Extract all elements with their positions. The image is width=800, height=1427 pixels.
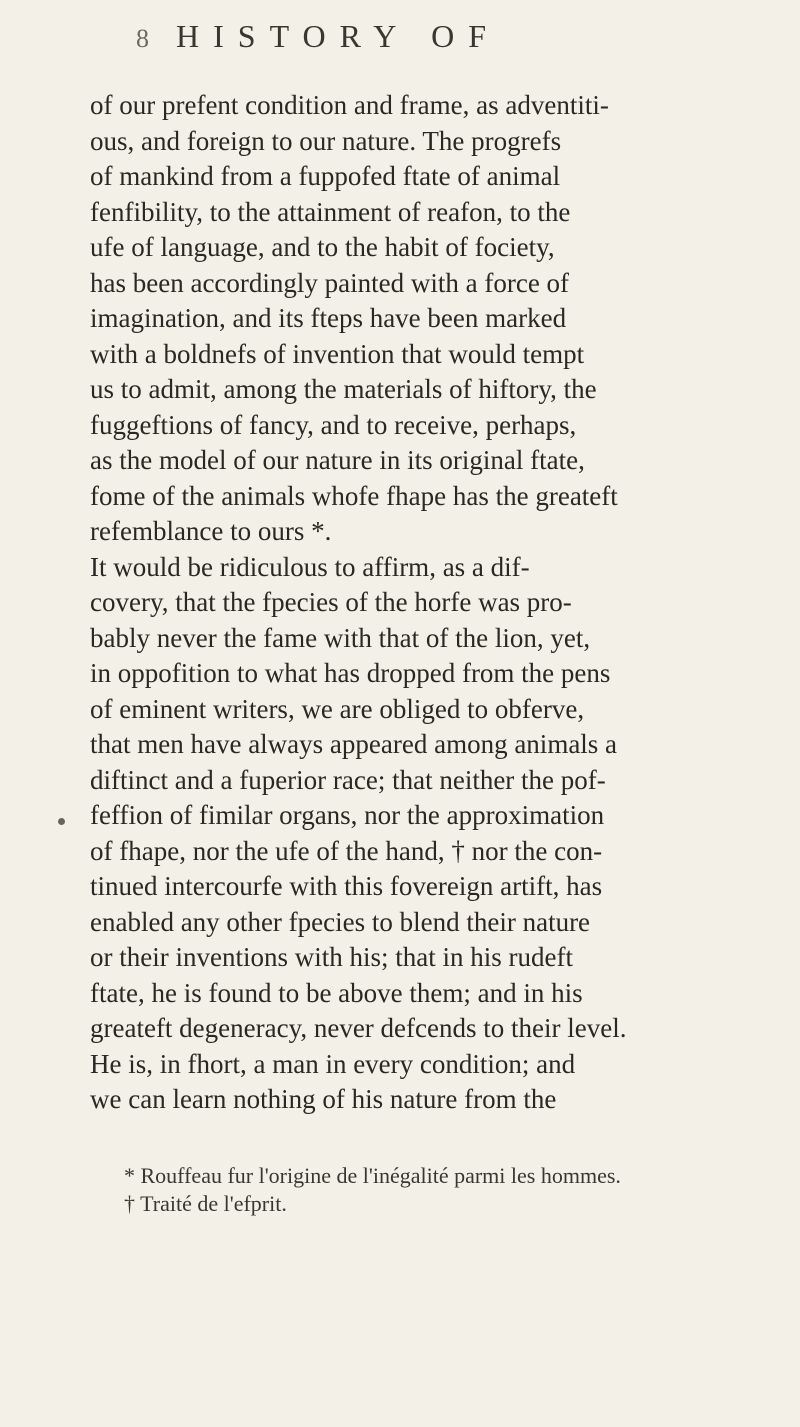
text-line: of mankind from a fuppofed ftate of animal bbox=[90, 161, 561, 191]
text-line: It would be ridiculous to affirm, as a dif- bbox=[90, 551, 530, 582]
text-line: covery, that the fpecies of the horfe was pro- bbox=[90, 587, 572, 617]
text-line: of fhape, nor the ufe of the hand, † nor the con- bbox=[90, 835, 603, 866]
text-line: fome of the animals whofe fhape has the greateft bbox=[90, 480, 618, 511]
footnote-rousseau: * Rouffeau fur l'origine de l'inégalité parmi les hommes. bbox=[124, 1163, 621, 1188]
text-line: tinued intercourfe with this fovereign artift, has bbox=[90, 871, 603, 901]
text-line: ftate, he is found to be above them; and in his bbox=[90, 977, 583, 1008]
body-text bbox=[90, 88, 780, 1118]
text-line: He is, in fhort, a man in every condition; and bbox=[90, 1048, 576, 1079]
running-head: HISTORY OF bbox=[176, 18, 501, 54]
text-line: ous, and foreign to our nature. The progrefs bbox=[90, 125, 562, 156]
text-line: or their inventions with his; that in his rudeft bbox=[90, 942, 573, 972]
text-line: of eminent writers, we are obliged to obferve, bbox=[90, 693, 585, 724]
text-line: as the model of our nature in its original ftate, bbox=[90, 445, 585, 475]
text-line: fuggeftions of fancy, and to receive, perhaps, bbox=[90, 409, 577, 440]
text-line: greateft degeneracy, never defcends to their level. bbox=[90, 1013, 627, 1043]
text-line: feffion of fimilar organs, nor the approximation bbox=[90, 800, 605, 830]
text-line: imagination, and its fteps have been marked bbox=[90, 303, 567, 333]
text-line: fenfibility, to the attainment of reafon, to the bbox=[90, 196, 571, 227]
footnote-traite: † Traité de l'efprit. bbox=[124, 1191, 287, 1216]
text-line: of our prefent condition and frame, as adventiti- bbox=[90, 90, 609, 120]
margin-dot bbox=[58, 818, 65, 825]
text-line: ufe of language, and to the habit of fociety, bbox=[90, 232, 555, 262]
text-line: that men have always appeared among animals a bbox=[90, 729, 618, 759]
page-number: 8 bbox=[136, 24, 149, 53]
text-line: enabled any other fpecies to blend their nature bbox=[90, 906, 591, 937]
text-line: we can learn nothing of his nature from the bbox=[90, 1084, 557, 1114]
footnotes bbox=[124, 1162, 784, 1218]
text-line: us to admit, among the materials of hiftory, the bbox=[90, 374, 597, 404]
text-line: diftinct and a fuperior race; that neither the pof- bbox=[90, 764, 606, 795]
text-line: bably never the fame with that of the lion, yet, bbox=[90, 622, 591, 653]
page-header bbox=[0, 18, 800, 58]
text-line: refemblance to ours *. bbox=[90, 516, 332, 546]
text-line: in oppofition to what has dropped from the pens bbox=[90, 658, 611, 688]
text-line: with a boldnefs of invention that would tempt bbox=[90, 338, 585, 369]
text-line: has been accordingly painted with a force of bbox=[90, 267, 570, 298]
